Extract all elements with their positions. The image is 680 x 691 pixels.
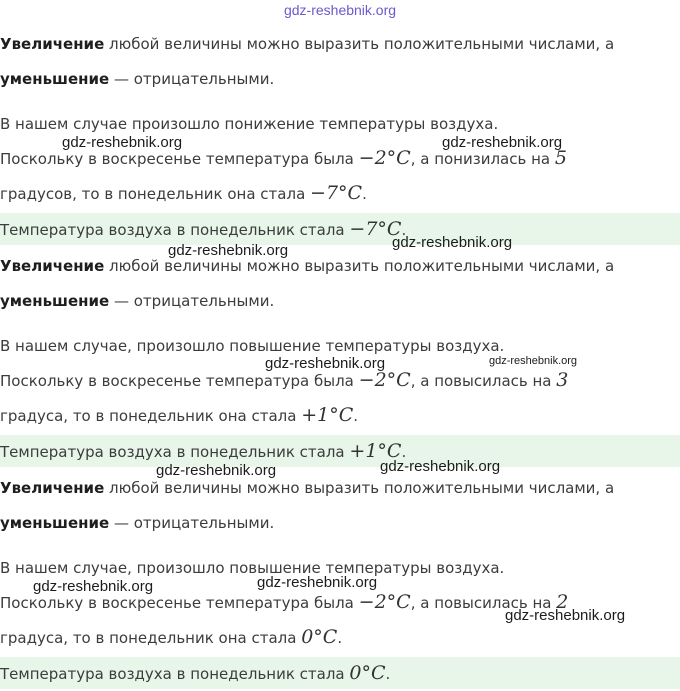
watermark: gdz-reshebnik.org bbox=[380, 458, 501, 475]
watermark: gdz-reshebnik.org bbox=[505, 607, 626, 624]
answer-suffix: . bbox=[385, 665, 391, 683]
reason-prefix: Поскольку в воскресенье температура была bbox=[0, 594, 359, 612]
intro-line bbox=[0, 256, 614, 276]
answer-temperature: 0°C bbox=[349, 662, 386, 684]
result-suffix: . bbox=[353, 407, 359, 425]
intro-line-2 bbox=[0, 291, 274, 311]
watermark: gdz-reshebnik.org bbox=[265, 355, 386, 372]
decrease-term: уменьшение bbox=[0, 514, 110, 532]
watermark: gdz-reshebnik.org bbox=[62, 134, 183, 151]
decrease-term: уменьшение bbox=[0, 292, 110, 310]
site-header-link[interactable]: gdz-reshebnik.org bbox=[283, 2, 397, 18]
watermark: gdz-reshebnik.org bbox=[442, 134, 563, 151]
reason-line bbox=[0, 370, 568, 391]
reason-line bbox=[0, 592, 568, 613]
result-temperature: 0°C bbox=[301, 626, 338, 648]
watermark: gdz-reshebnik.org bbox=[33, 578, 154, 595]
answer-suffix: . bbox=[401, 443, 407, 461]
answer-prefix: Температура воздуха в понедельник стала bbox=[0, 665, 350, 683]
result-temperature: −7°C bbox=[310, 182, 363, 204]
answer-suffix: . bbox=[401, 221, 407, 239]
intro-text-2: — отрицательными. bbox=[109, 70, 275, 88]
reason-temperature: −2°C bbox=[358, 591, 411, 613]
reason-delta: 5 bbox=[554, 147, 567, 169]
result-prefix: градуса, то в понедельник она стала bbox=[0, 629, 302, 647]
reason-line bbox=[0, 148, 567, 169]
case-line: В нашем случае произошло понижение температуры воздуха. bbox=[0, 115, 499, 133]
watermark: gdz-reshebnik.org bbox=[168, 242, 289, 259]
intro-line bbox=[0, 478, 614, 498]
answer-temperature: +1°C bbox=[349, 440, 402, 462]
answer-box bbox=[0, 435, 680, 467]
answer-prefix: Температура воздуха в понедельник стала bbox=[0, 221, 350, 239]
intro-text: любой величины можно выразить положительными числами, а bbox=[104, 35, 615, 53]
result-prefix: градуса, то в понедельник она стала bbox=[0, 407, 302, 425]
reason-mid: , а повысилась на bbox=[410, 372, 557, 390]
intro-text: любой величины можно выразить положительными числами, а bbox=[104, 257, 615, 275]
watermark: gdz-reshebnik.org bbox=[392, 234, 513, 251]
intro-text: любой величины можно выразить положительными числами, а bbox=[104, 479, 615, 497]
case-line: В нашем случае, произошло повышение температуры воздуха. bbox=[0, 559, 505, 577]
result-suffix: . bbox=[337, 629, 343, 647]
reason-delta: 2 bbox=[556, 591, 569, 613]
increase-term: Увеличение bbox=[0, 479, 105, 497]
intro-line bbox=[0, 34, 614, 54]
result-line bbox=[0, 183, 367, 204]
reason-mid: , а понизилась на bbox=[410, 150, 555, 168]
answer-prefix: Температура воздуха в понедельник стала bbox=[0, 443, 350, 461]
result-line bbox=[0, 627, 342, 648]
result-line bbox=[0, 405, 358, 426]
reason-prefix: Поскольку в воскресенье температура была bbox=[0, 150, 359, 168]
reason-temperature: −2°C bbox=[358, 369, 411, 391]
reason-delta: 3 bbox=[556, 369, 569, 391]
reason-temperature: −2°C bbox=[358, 147, 411, 169]
increase-term: Увеличение bbox=[0, 35, 105, 53]
reason-mid: , а повысилась на bbox=[410, 594, 557, 612]
result-prefix: градусов, то в понедельник она стала bbox=[0, 185, 311, 203]
intro-line-2 bbox=[0, 513, 274, 533]
watermark: gdz-reshebnik.org bbox=[489, 355, 578, 367]
increase-term: Увеличение bbox=[0, 257, 105, 275]
case-line: В нашем случае, произошло повышение температуры воздуха. bbox=[0, 337, 505, 355]
reason-prefix: Поскольку в воскресенье температура была bbox=[0, 372, 359, 390]
decrease-term: уменьшение bbox=[0, 70, 110, 88]
result-temperature: +1°C bbox=[301, 404, 354, 426]
intro-text-2: — отрицательными. bbox=[109, 514, 275, 532]
answer-temperature: −7°C bbox=[349, 218, 402, 240]
watermark: gdz-reshebnik.org bbox=[156, 462, 277, 479]
intro-text-2: — отрицательными. bbox=[109, 292, 275, 310]
answer-box bbox=[0, 213, 680, 245]
answer-box bbox=[0, 657, 680, 689]
result-suffix: . bbox=[362, 185, 367, 203]
intro-line-2 bbox=[0, 69, 274, 89]
watermark: gdz-reshebnik.org bbox=[257, 574, 378, 591]
